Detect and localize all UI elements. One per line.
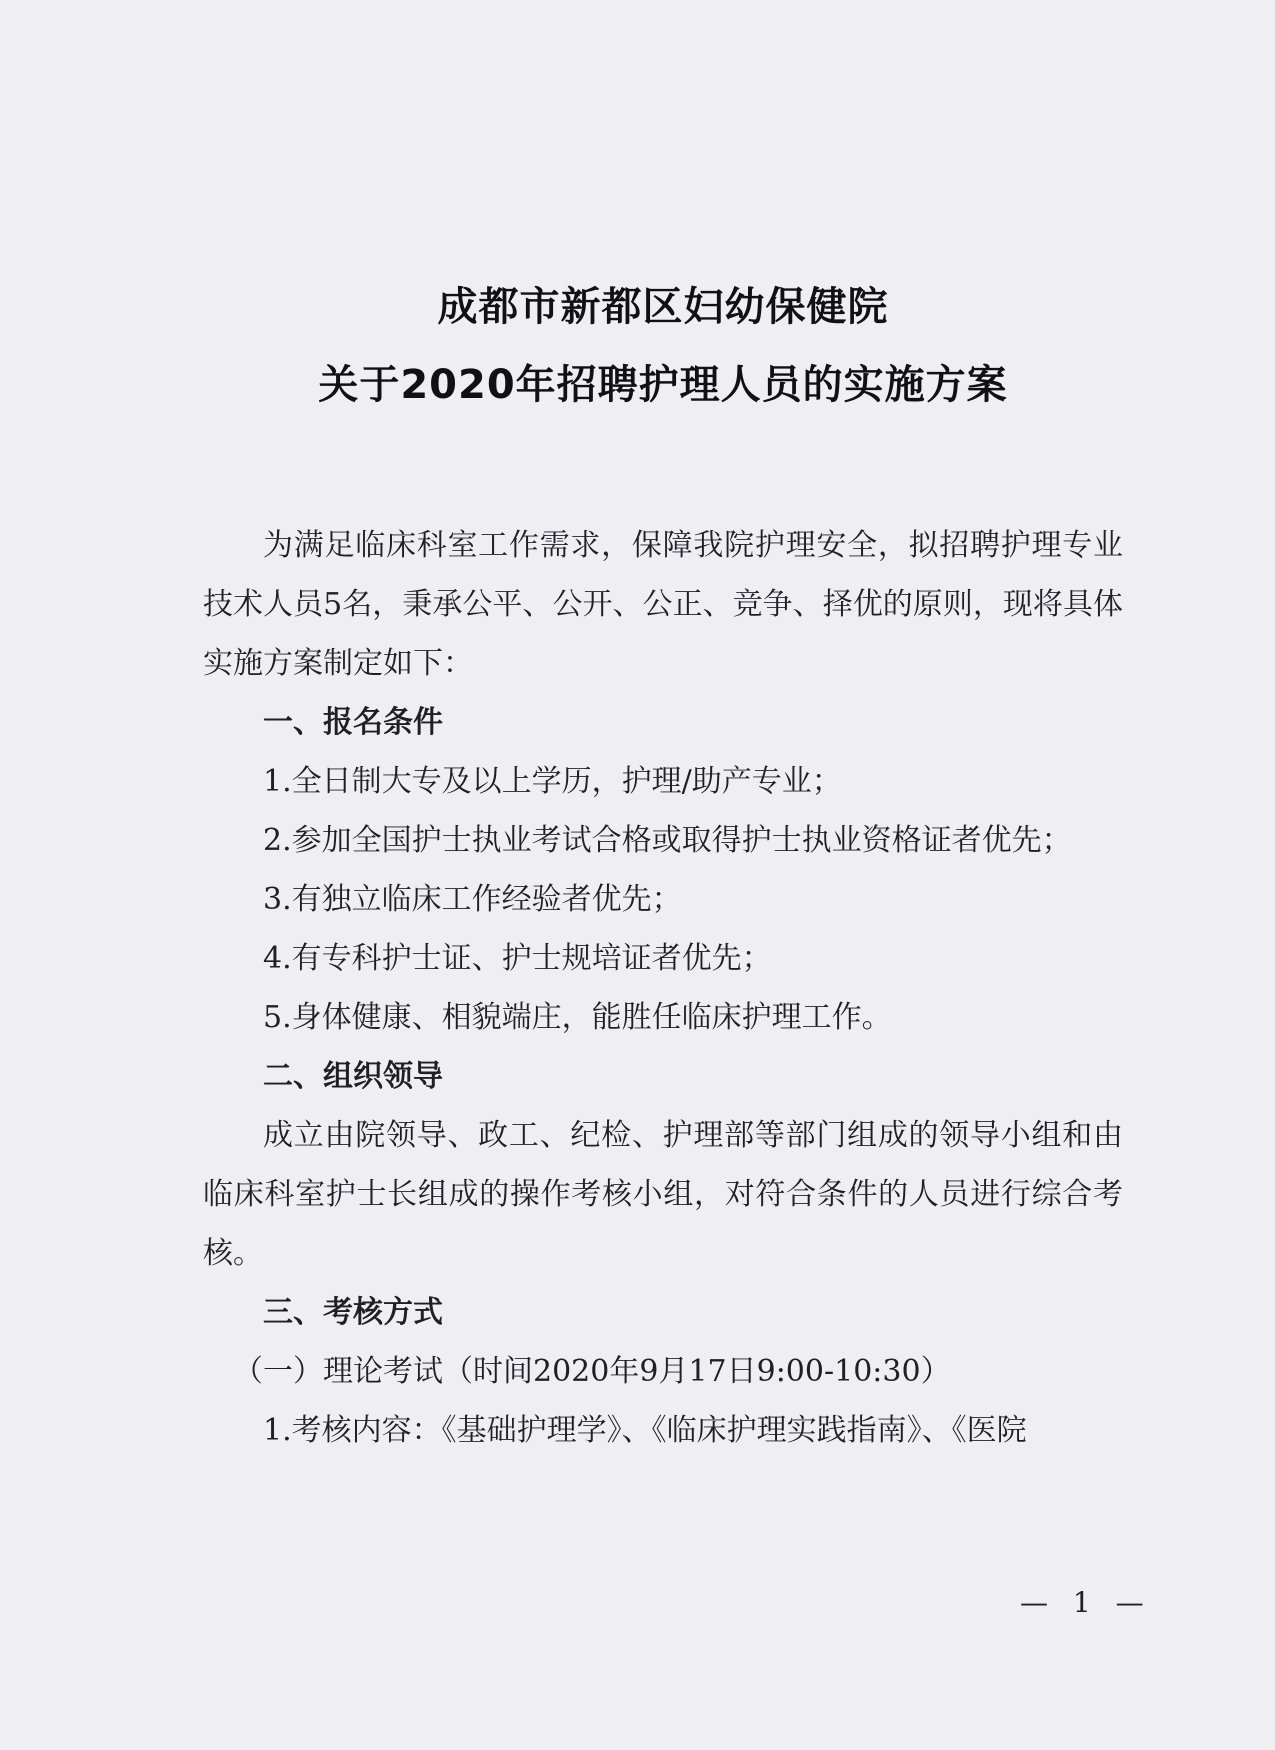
section-heading-registration: 一、报名条件 (263, 705, 443, 740)
condition-item-2: 2.参加全国护士执业考试合格或取得护士执业资格证者优先； (263, 823, 1072, 858)
title-line-1: 成都市新都区妇幼保健院 (437, 284, 889, 330)
page-number: — 1 — (1020, 1586, 1152, 1619)
organization-paragraph: 成立由院领导、政工、纪检、护理部等部门组成的领导小组和由临床科室护士长组成的操作考核小组，对符合条件的人员进行综合考核。 (203, 1118, 1123, 1271)
condition-item-3: 3.有独立临床工作经验者优先； (263, 882, 682, 917)
condition-item-1: 1.全日制大专及以上学历，护理/助产专业； (263, 764, 842, 799)
intro-paragraph: 为满足临床科室工作需求，保障我院护理安全，拟招聘护理专业技术人员5名，秉承公平、公开、公正、竞争、择优的原则，现将具体实施方案制定如下： (203, 528, 1123, 681)
document-body (203, 268, 1123, 1460)
section-heading-assessment: 三、考核方式 (263, 1295, 443, 1330)
title-line-2: 关于2020年招聘护理人员的实施方案 (318, 362, 1008, 408)
condition-item-4: 4.有专科护士证、护士规培证者优先； (263, 941, 772, 976)
section-heading-organization: 二、组织领导 (263, 1059, 443, 1094)
theory-exam-subheading: （一）理论考试（时间2020年9月17日9:00-10:30） (233, 1354, 951, 1389)
title-spacing (203, 424, 1123, 516)
condition-item-5: 5.身体健康、相貌端庄，能胜任临床护理工作。 (263, 1000, 892, 1035)
exam-content-item: 1.考核内容：《基础护理学》、《临床护理实践指南》、《医院 (263, 1413, 1027, 1448)
document-title (203, 268, 1123, 424)
